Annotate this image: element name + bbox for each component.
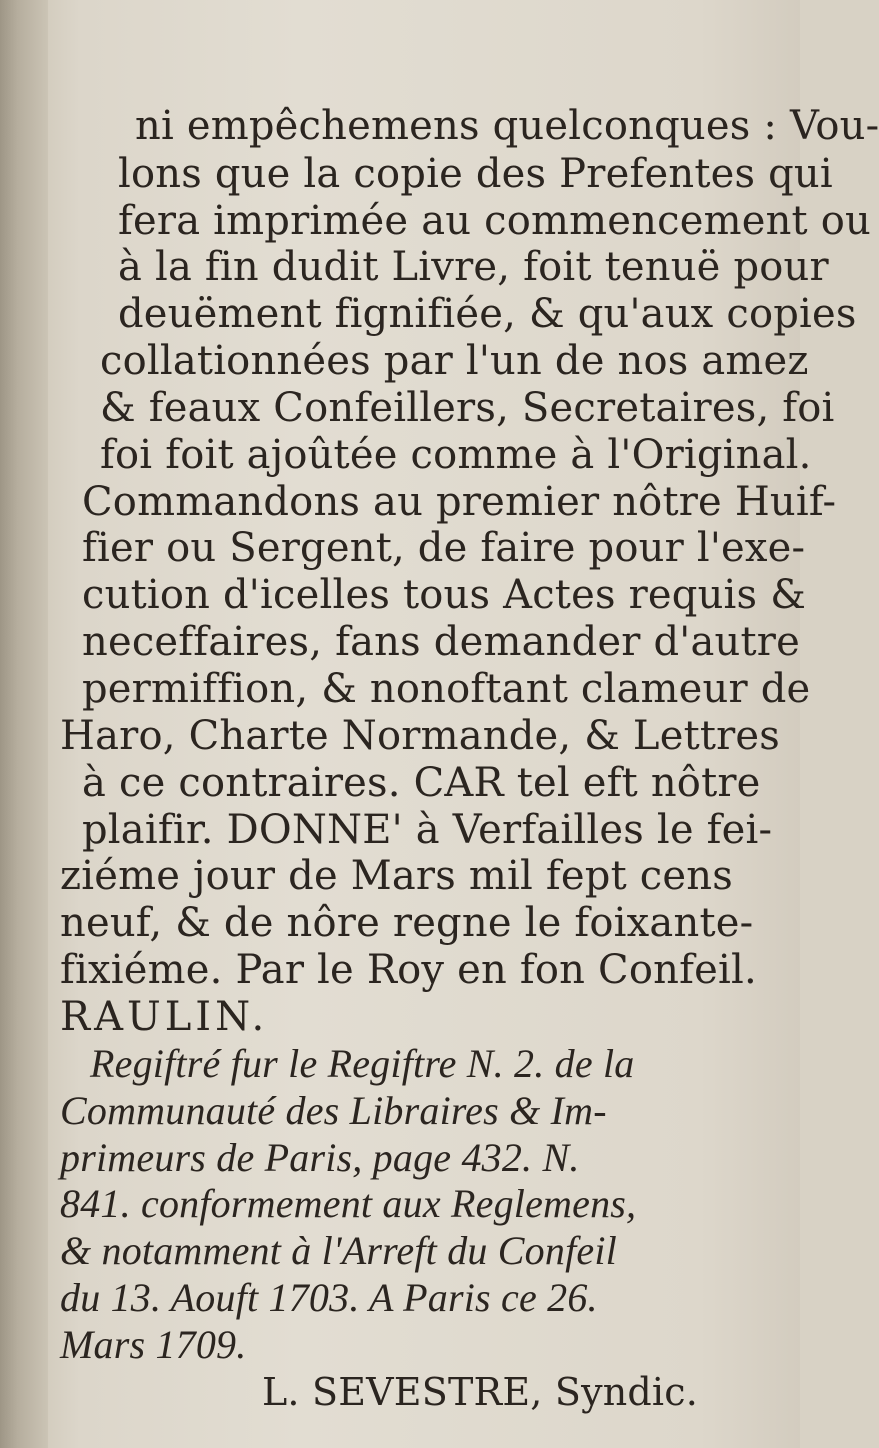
text-line: neceffaires, fans demander d'autre — [82, 619, 800, 665]
text-line: Mars 1709. — [60, 1322, 247, 1367]
text-line: fera imprimée au commencement ou — [118, 198, 871, 244]
text-line: foi foit ajoûtée comme à l'Original. — [100, 432, 812, 478]
text-line: deuëment fignifiée, & qu'aux copies — [118, 291, 857, 337]
text-line: neuf, & de nôre regne le foixante- — [60, 900, 754, 946]
text-line: Communauté des Libraires & Im- — [60, 1088, 607, 1133]
text-line: permiffion, & nonoftant clameur de — [82, 666, 811, 712]
text-line: ziéme jour de Mars mil fept cens — [60, 853, 733, 899]
text-line: Commandons au premier nôtre Huif- — [82, 479, 837, 525]
text-line: à la fin dudit Livre, foit tenuë pour — [118, 244, 829, 290]
text-line: à ce contraires. CAR tel eft nôtre — [82, 760, 761, 806]
text-line: lons que la copie des Prefentes qui — [118, 151, 833, 197]
text-line: 841. conformement aux Reglemens, — [60, 1181, 637, 1226]
text-line: collationnées par l'un de nos amez — [100, 338, 809, 384]
text-line: cution d'icelles tous Actes requis & — [82, 572, 806, 618]
text-line: Regiftré fur le Regiftre N. 2. de la — [90, 1041, 635, 1086]
text-line: primeurs de Paris, page 432. N. — [60, 1135, 580, 1180]
text-line: ni empêchemens quelconques : Vou- — [135, 103, 879, 149]
text-line: RAULIN. — [60, 994, 269, 1040]
text-line: plaifir. DONNE' à Verfailles le fei- — [82, 807, 773, 853]
text-line: & notamment à l'Arreft du Confeil — [60, 1228, 617, 1273]
text-line: fixiéme. Par le Roy en fon Confeil. — [60, 947, 757, 993]
text-line: & feaux Confeillers, Secretaires, foi — [100, 385, 835, 431]
text-line: Haro, Charte Normande, & Lettres — [60, 713, 781, 759]
text-line: du 13. Aouft 1703. A Paris ce 26. — [60, 1275, 598, 1320]
text-line: fier ou Sergent, de faire pour l'exe- — [82, 525, 806, 571]
text-line: L. SEVESTRE, Syndic. — [262, 1370, 699, 1414]
